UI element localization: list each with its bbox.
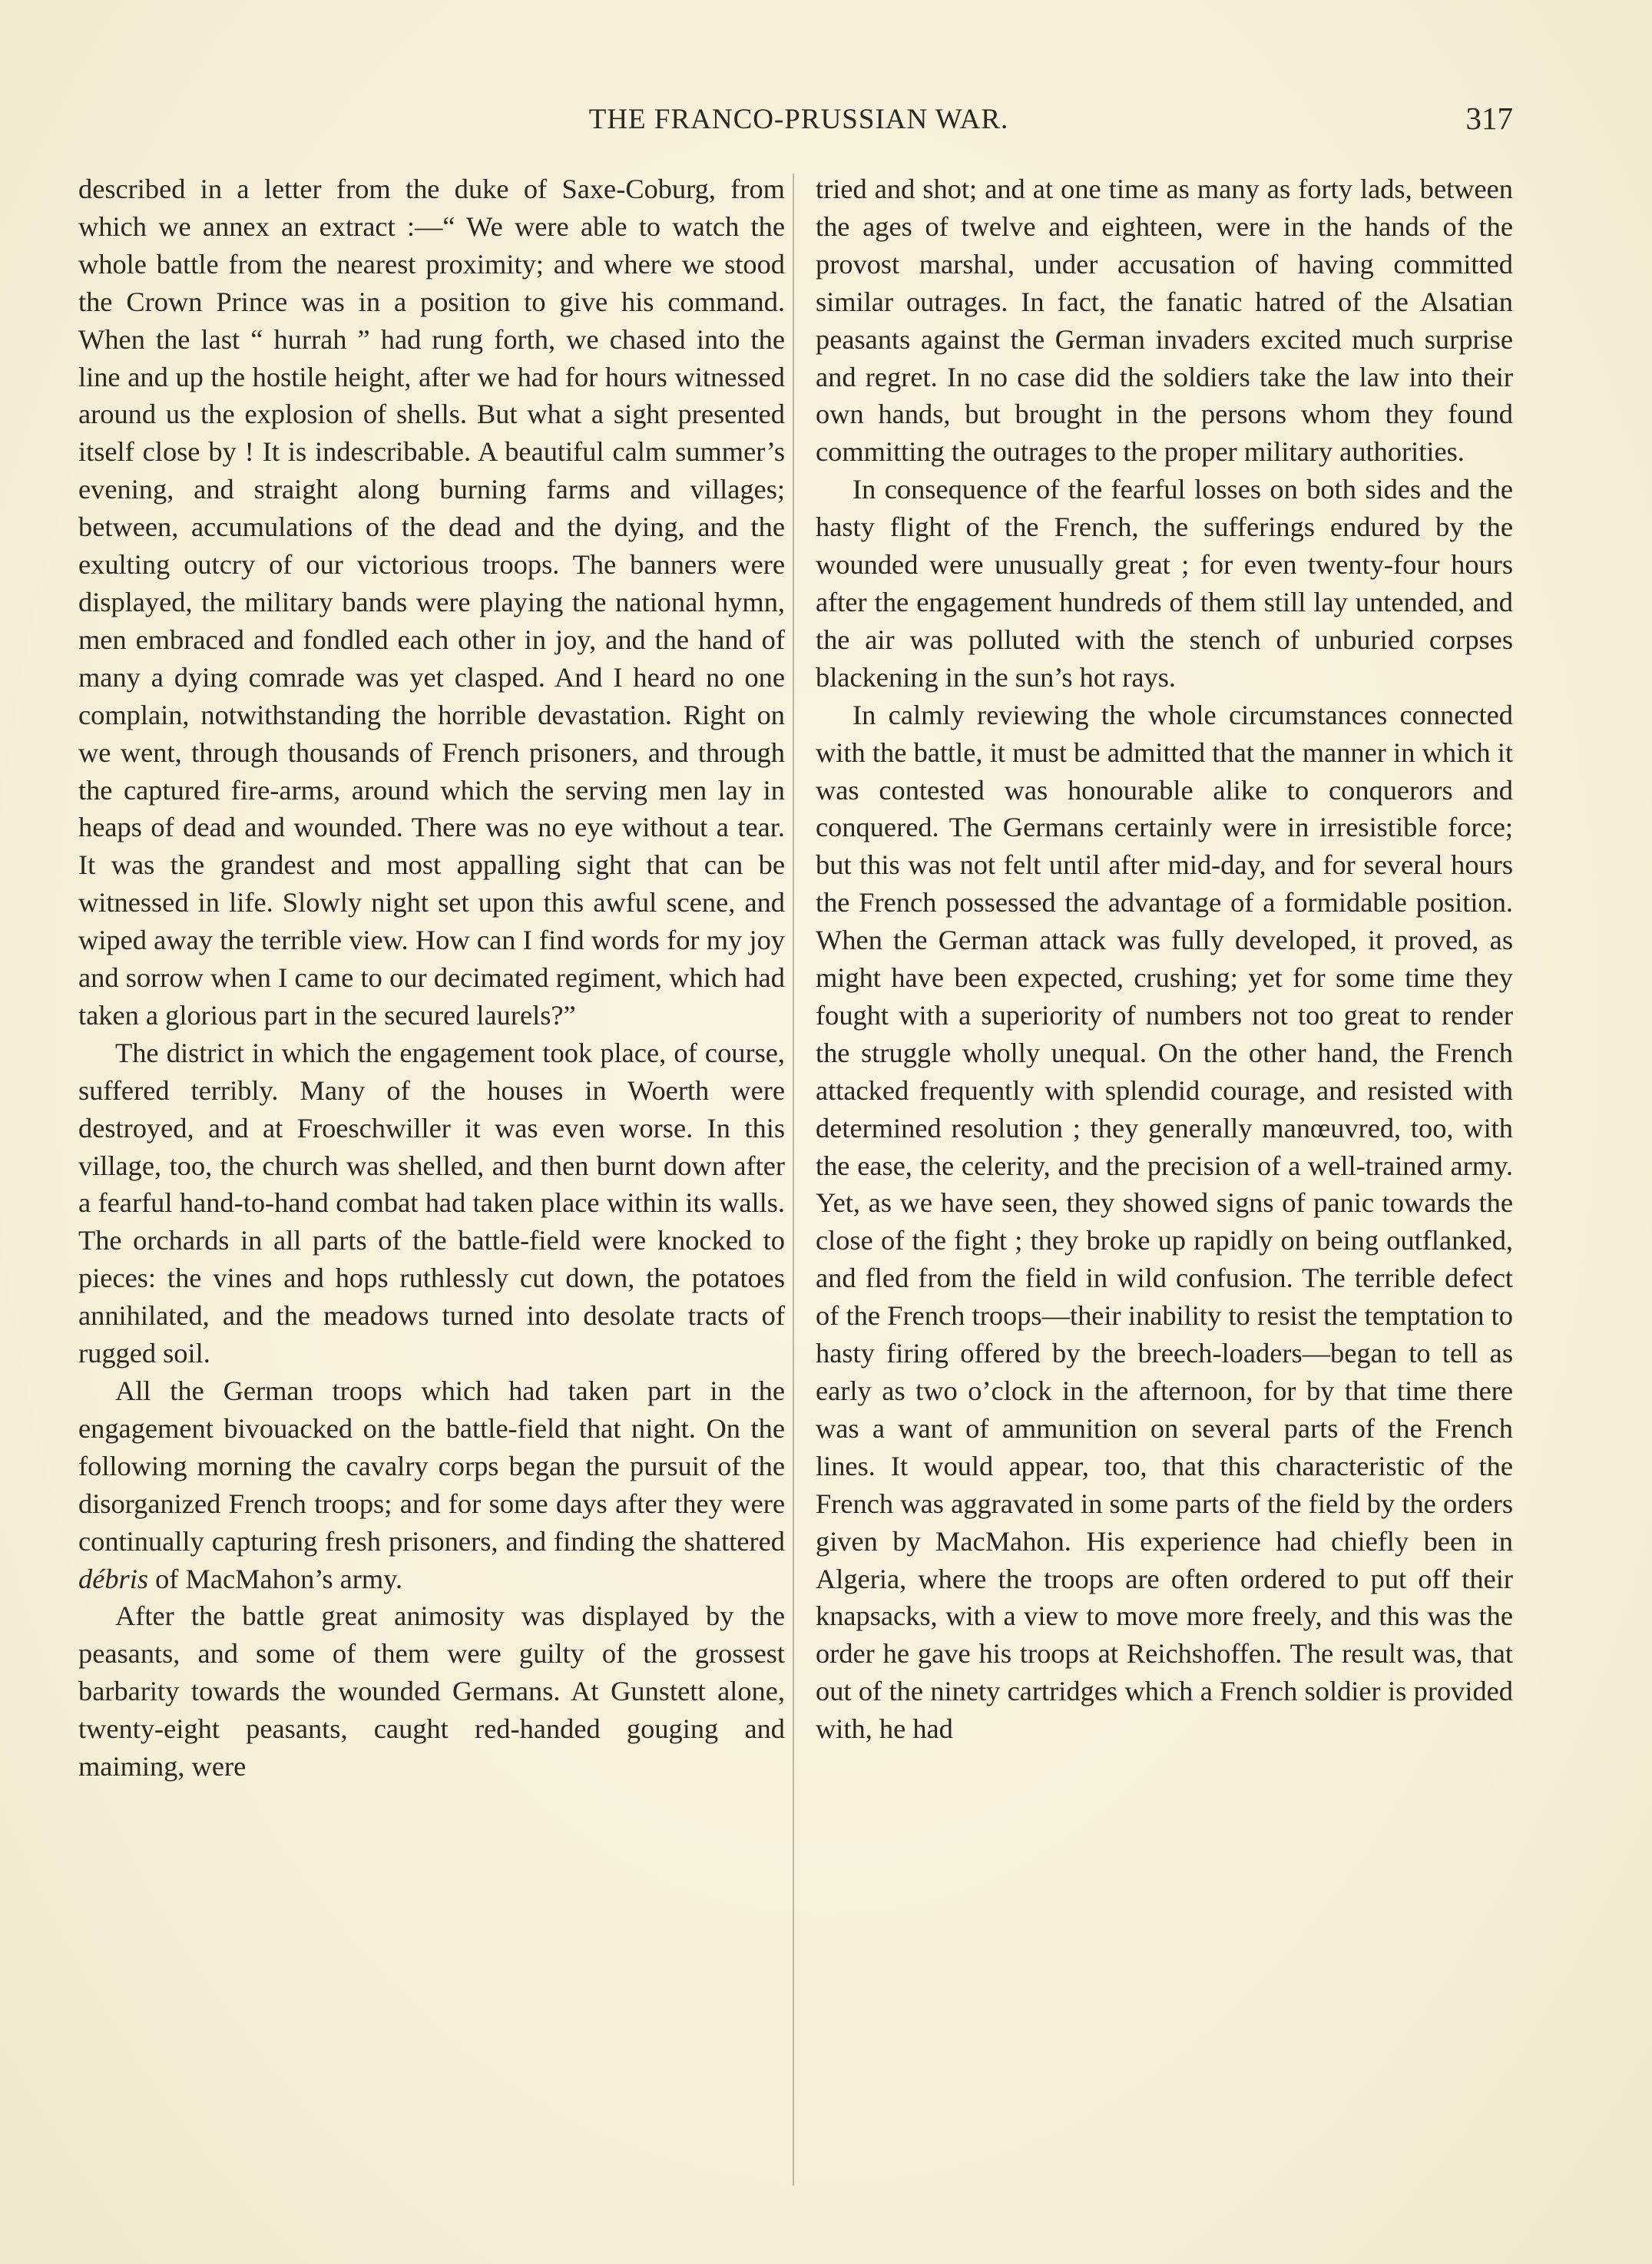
right-paragraph-1: tried and shot; and at one time as many as forty lads, between the ages of twelve and eighteen, were in the hands of the provost marshal, under accusation of having committed similar outrages. In fact, the fanatic hatred of the Alsatian peasants against the German invaders excited much surprise and regret. In no case did the soldiers take the law into their own hands, but brought in the persons whom they found committing the outrages to the proper military authorities. <box>816 174 1513 468</box>
page-number: 317 <box>1465 101 1513 136</box>
left-paragraph-4: After the battle great animosity was displayed by the peasants, and some of them were guilty of the grossest barbarity towards the wounded Germans. At Gunstett alone, twenty-eight peasants, caught red-handed gouging and maiming, were <box>78 1600 785 1782</box>
right-paragraph-3: In calmly reviewing the whole circumstances connected with the battle, it must be admitted that the manner in which it was contested was honourable alike to conquerors and conquered. The Germans certainly were in irresistible force; but this was not felt until after mid-day, and for several hours the French possessed the advantage of a formidable position. When the German attack was fully developed, it proved, as might have been expected, crushing; yet for some time they fought with a superiority of numbers not too great to render the struggle wholly unequal. On the other hand, the French attacked frequently with splendid courage, and resisted with determined resolution ; they generally manœuvred, too, with the ease, the celerity, and the precision of a well-trained army. Yet, as we have seen, they showed signs of panic towards the close of the fight ; they broke up rapidly on being outflanked, and fled from the field in wild confusion. The terrible defect of the French troops—their inability to resist the temptation to hasty firing offered by the breech-loaders—began to tell as early as two o’clock in the afternoon, for by that time there was a want of ammunition on several parts of the French lines. It would appear, too, that this characteristic of the French was aggravated in some parts of the field by the orders given by MacMahon. His experience had chiefly been in Algeria, where the troops are often ordered to put off their knapsacks, with a view to move more freely, and this was the order he gave his troops at Reichshoffen. The result was, that out of the ninety cartridges which a French soldier is provided with, he had <box>816 699 1513 1745</box>
left-paragraph-3 <box>78 1372 785 1597</box>
column-divider <box>793 174 794 2186</box>
left-paragraph-1: described in a letter from the duke of Saxe-Coburg, from which we annex an extract :—“ We were able to watch the whole battle from the nearest proximity; and where we stood the Crown Prince was in a position to give his command. When the last “ hurrah ” had rung forth, we chased into the line and up the hostile height, after we had for hours witnessed around us the explosion of shells. But what a sight presented itself close by ! It is indescribable. A beautiful calm summer’s evening, and straight along burning farms and villages; between, accumulations of the dead and the dying, and the exulting outcry of our victorious troops. The banners were displayed, the military bands were playing the national hymn, men embraced and fondled each other in joy, and the hand of many a dying comrade was yet clasped. And I heard no one complain, notwithstanding the horrible devastation. Right on we went, through thousands of French prisoners, and through the captured fire-arms, around which the serving men lay in heaps of dead and wounded. There was no eye without a tear. It was the grandest and most appalling sight that can be witnessed in life. Slowly night set upon this awful scene, and wiped away the terrible view. How can I find words for my joy and sorrow when I came to our decimated regiment, which had taken a glorious part in the secured laurels?” <box>78 174 785 1031</box>
italic-word: débris <box>78 1563 148 1594</box>
running-title: THE FRANCO-PRUSSIAN WAR. <box>588 104 1009 135</box>
page-header <box>84 100 1513 146</box>
left-paragraph-3-text: All the German troops which had taken part in the engagement bivouacked on the battle-field that night. On the following morning the cavalry corps began the pursuit of the disorganized French troops; and for some days after they were continually capturing fresh prisoners, and finding the shattered <box>78 1375 785 1557</box>
right-column <box>816 170 1513 1748</box>
left-column <box>78 170 785 1786</box>
right-paragraph-2: In consequence of the fearful losses on both sides and the hasty flight of the French, the sufferings endured by the wounded were unusually great ; for even twenty-four hours after the engagement hundreds of them still lay untended, and the air was polluted with the stench of unburied corpses blackening in the sun’s hot rays. <box>816 474 1513 693</box>
left-paragraph-3-end: of MacMahon’s army. <box>155 1563 403 1594</box>
left-paragraph-2: The district in which the engagement took place, of course, suffered terribly. Many of the houses in Woerth were destroyed, and at Froeschwiller it was even worse. In this village, too, the church was shelled, and then burnt down after a fearful hand-to-hand combat had taken place within its walls. The orchards in all parts of the battle-field were knocked to pieces: the vines and hops ruthlessly cut down, the potatoes annihilated, and the meadows turned into desolate tracts of rugged soil. <box>78 1037 785 1369</box>
